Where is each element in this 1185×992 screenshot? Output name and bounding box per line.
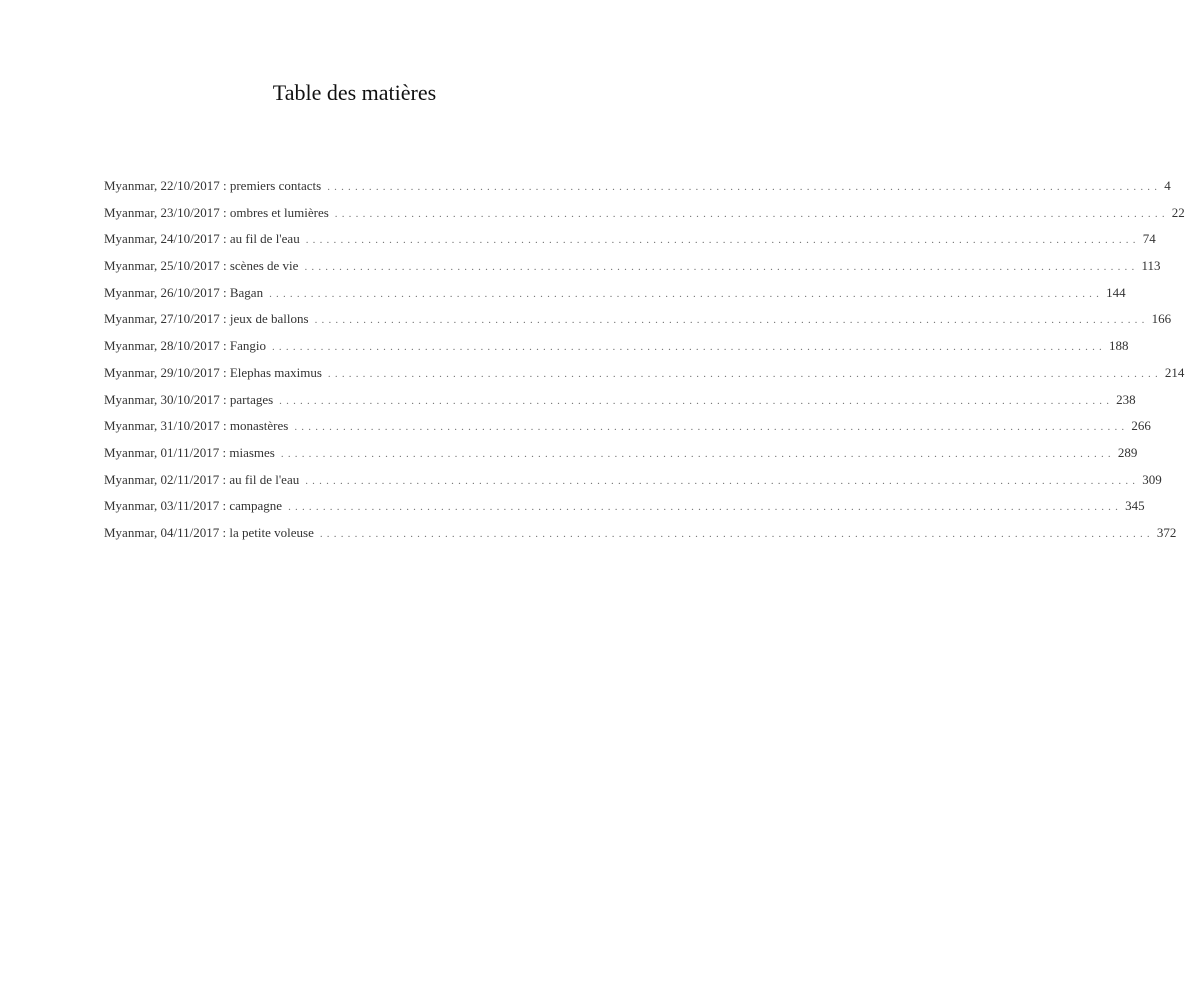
toc-dot-leader: ........................................................................................................................ <box>314 314 1149 327</box>
toc-entry-page: 289 <box>1117 444 1138 460</box>
toc-entry-page: 4 <box>1164 178 1171 193</box>
toc-entry-label: Myanmar, 24/10/2017 : au fil de l'eau <box>104 231 300 247</box>
toc-dot-leader: ........................................................................................................................ <box>271 341 1106 354</box>
toc-entry-label: Myanmar, 29/10/2017 : Elephas maximus <box>104 364 322 380</box>
toc-entry[interactable] <box>104 496 1145 523</box>
toc-dot-leader: ........................................................................................................................ <box>327 367 1162 380</box>
toc-entry-label: Myanmar, 04/11/2017 : la petite voleuse <box>104 524 314 540</box>
toc-dot-leader: ........................................................................................................................ <box>305 234 1140 247</box>
toc-entry-label: Myanmar, 27/10/2017 : jeux de ballons <box>104 311 309 327</box>
toc-dot-leader: ........................................................................................................................ <box>294 421 1129 434</box>
toc-entry-label: Myanmar, 31/10/2017 : monastères <box>104 418 289 434</box>
toc-dot-leader: ........................................................................................................................ <box>319 527 1154 540</box>
toc-entry[interactable] <box>104 283 1126 310</box>
toc-entry-page: 144 <box>1106 284 1126 300</box>
toc-entry[interactable] <box>104 256 1161 283</box>
toc-entry-page: 266 <box>1131 418 1151 434</box>
toc-dot-leader: ........................................................................................................................ <box>327 181 1162 193</box>
toc-dot-leader: ........................................................................................................................ <box>288 501 1123 514</box>
toc-dot-leader: ........................................................................................................................ <box>269 287 1104 300</box>
toc-entry-page: 188 <box>1108 338 1129 354</box>
toc-list <box>104 176 1185 550</box>
toc-entry-label: Myanmar, 22/10/2017 : premiers contacts <box>104 178 322 193</box>
toc-entry-label: Myanmar, 26/10/2017 : Bagan <box>104 284 264 300</box>
toc-dot-leader: ........................................................................................................................ <box>280 447 1115 460</box>
toc-entry-page: 372 <box>1156 524 1177 540</box>
toc-entry[interactable] <box>104 309 1172 336</box>
toc-entry[interactable] <box>104 363 1185 390</box>
toc-entry-label: Myanmar, 30/10/2017 : partages <box>104 391 274 407</box>
toc-entry-page: 214 <box>1164 364 1185 380</box>
toc-entry[interactable] <box>104 443 1138 470</box>
toc-entry-page: 345 <box>1125 498 1145 514</box>
toc-dot-leader: ........................................................................................................................ <box>304 261 1139 274</box>
toc-entry[interactable] <box>104 229 1156 256</box>
toc-entry-label: Myanmar, 25/10/2017 : scènes de vie <box>104 258 299 274</box>
toc-entry-label: Myanmar, 01/11/2017 : miasmes <box>104 444 275 460</box>
toc-entry-label: Myanmar, 23/10/2017 : ombres et lumières <box>104 204 329 220</box>
toc-entry[interactable] <box>104 390 1136 417</box>
toc-entry-label: Myanmar, 02/11/2017 : au fil de l'eau <box>104 471 300 487</box>
toc-entry-page: 238 <box>1116 391 1136 407</box>
page-title: Table des matières <box>272 80 437 105</box>
toc-dot-leader: ........................................................................................................................ <box>279 394 1114 407</box>
toc-entry[interactable] <box>104 336 1129 363</box>
toc-dot-leader: ........................................................................................................................ <box>334 207 1169 220</box>
toc-entry[interactable] <box>104 203 1185 230</box>
toc-entry-label: Myanmar, 03/11/2017 : campagne <box>104 498 283 514</box>
toc-entry-page: 22 <box>1171 204 1185 220</box>
toc-entry[interactable] <box>104 470 1162 497</box>
toc-dot-leader: ........................................................................................................................ <box>305 474 1140 487</box>
toc-entry-page: 309 <box>1142 471 1162 487</box>
toc-entry-page: 166 <box>1151 311 1172 327</box>
toc-entry-page: 113 <box>1141 258 1161 274</box>
toc-entry[interactable] <box>104 416 1151 443</box>
toc-entry[interactable] <box>104 176 1171 203</box>
toc-entry-label: Myanmar, 28/10/2017 : Fangio <box>104 338 266 354</box>
toc-entry-page: 74 <box>1142 231 1156 247</box>
toc-entry[interactable] <box>104 523 1177 550</box>
